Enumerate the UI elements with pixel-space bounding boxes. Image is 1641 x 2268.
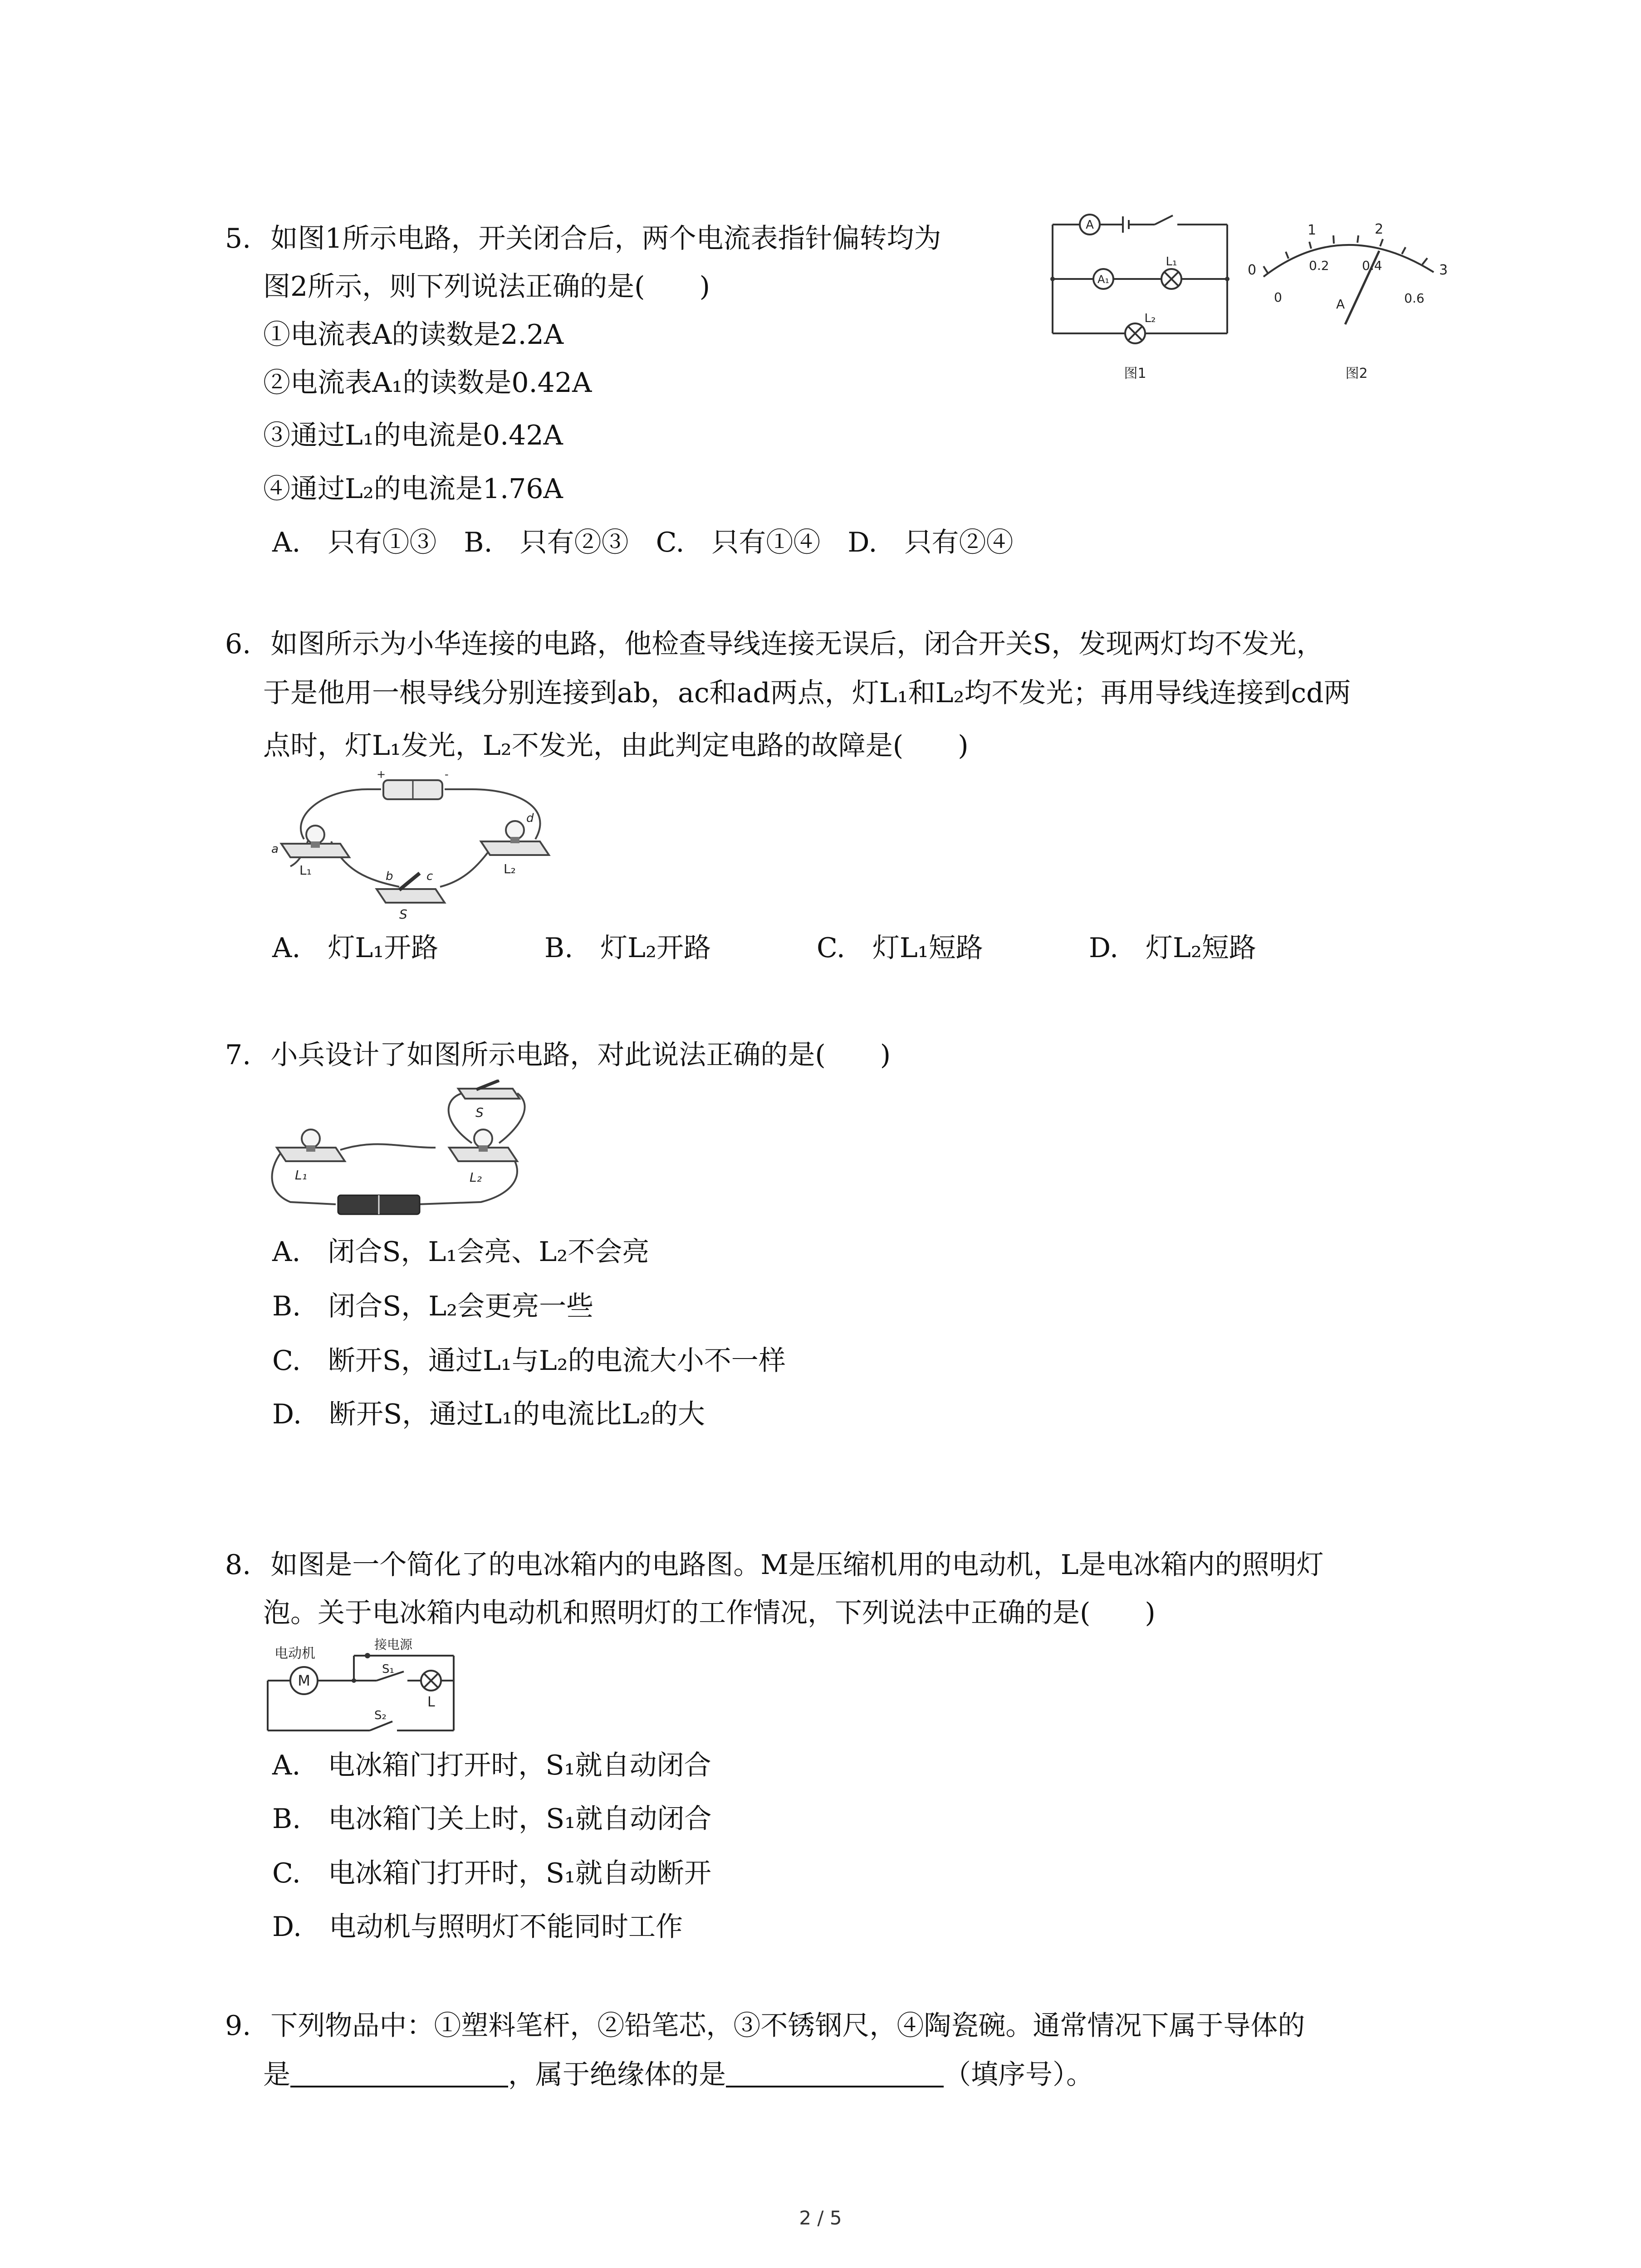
q9-stem-2b: ，属于绝缘体的是 — [508, 2059, 726, 2091]
q8-switch-s2-label: S₂ — [374, 1709, 387, 1722]
q8-fridge-circuit-figure — [263, 1637, 463, 1746]
fig2-bottom-tick-0: 0 — [1274, 290, 1282, 305]
fig2-needle-label: A — [1336, 297, 1345, 312]
q5-statement-3: ③通过L₁的电流是0.42A — [263, 420, 563, 451]
q5-options: A. 只有①③ B. 只有②③ C. 只有①④ D. 只有②④ — [272, 527, 1014, 558]
q8-option-b: B. 电冰箱门关上时，S₁就自动闭合 — [272, 1803, 712, 1835]
q9-stem-1: 下列物品中：①塑料笔杆，②铅笔芯，③不锈钢尺，④陶瓷碗。通常情况下属于导体的 — [270, 2010, 1305, 2042]
q6-number: 6. — [225, 628, 251, 660]
q6-stem-1: 如图所示为小华连接的电路，他检查导线连接无误后，闭合开关S，发现两灯均不发光， — [270, 628, 1324, 660]
q5-stem-2: 图2所示，则下列说法正确的是( ) — [263, 271, 710, 303]
q7-circuit-figure — [263, 1080, 535, 1229]
fig1-lamp-l1-label: L₁ — [1166, 255, 1177, 269]
q9-insulator-answer-blank[interactable] — [726, 2058, 944, 2087]
q8-stem-1: 如图是一个简化了的电冰箱内的电路图。M是压缩机用的电动机，L是电冰箱内的照明灯 — [270, 1549, 1324, 1581]
q8-stem-2: 泡。关于电冰箱内电动机和照明灯的工作情况，下列说法中正确的是( ) — [263, 1597, 1156, 1629]
q6-point-c: c — [426, 870, 433, 883]
q7-lamp-l1-label: L₁ — [295, 1168, 307, 1183]
q8-number: 8. — [225, 1549, 251, 1581]
fig1-ammeter-a-label: A — [1086, 218, 1094, 232]
q7-option-a: A. 闭合S，L₁会亮、L₂不会亮 — [272, 1236, 650, 1268]
fig2-bottom-tick-04: 0.4 — [1362, 258, 1382, 273]
q6-point-a: a — [271, 842, 279, 856]
fig2-caption: 图2 — [1345, 366, 1368, 381]
q8-option-d: D. 电动机与照明灯不能同时工作 — [272, 1911, 683, 1943]
q7-option-d: D. 断开S，通过L₁的电流比L₂的大 — [272, 1398, 705, 1430]
q7-option-c: C. 断开S，通过L₁与L₂的电流大小不一样 — [272, 1345, 786, 1377]
q6-point-b: b — [386, 870, 393, 883]
q9-line-1 — [225, 2004, 1305, 2043]
q8-option-a: A. 电冰箱门打开时，S₁就自动闭合 — [272, 1750, 711, 1781]
q5-stem-1: 如图1所示电路，开关闭合后，两个电流表指针偏转均为 — [270, 223, 941, 254]
fig1-lamp-l2-label: L₂ — [1144, 312, 1156, 325]
fig2-top-tick-1: 1 — [1308, 222, 1317, 238]
q5-statement-2: ②电流表A₁的读数是0.42A — [263, 367, 592, 399]
q6-stem-3: 点时，灯L₁发光，L₂不发光，由此判定电路的故障是( ) — [263, 730, 969, 762]
q8-option-c: C. 电冰箱门打开时，S₁就自动断开 — [272, 1857, 711, 1889]
q9-number: 9. — [225, 2010, 251, 2042]
q5-line-1 — [225, 217, 941, 256]
fig2-top-tick-2: 2 — [1375, 221, 1384, 237]
q6-line-1 — [225, 622, 1323, 661]
q7-stem: 小兵设计了如图所示电路，对此说法正确的是( ) — [270, 1039, 891, 1071]
q5-figure-1-circuit — [1048, 206, 1239, 383]
q6-option-d: D. 灯L₂短路 — [1089, 932, 1256, 964]
q8-lamp-l-label: L — [427, 1694, 435, 1710]
fig2-top-tick-3: 3 — [1439, 262, 1448, 278]
q5-statement-1: ①电流表A的读数是2.2A — [263, 319, 564, 351]
fig1-caption: 图1 — [1124, 366, 1146, 381]
q7-line-1 — [225, 1033, 891, 1072]
q9-conductor-answer-blank[interactable] — [290, 2058, 508, 2087]
q7-number: 7. — [225, 1039, 251, 1071]
q6-point-d: d — [526, 811, 534, 825]
q7-option-b: B. 闭合S，L₂会更亮一些 — [272, 1290, 594, 1322]
q8-motor-label: 电动机 — [274, 1646, 315, 1662]
q5-figure-2-meter — [1239, 206, 1456, 383]
q9-stem-2a: 是 — [263, 2059, 290, 2091]
q7-switch-s-label: S — [475, 1105, 484, 1120]
q6-lamp-l2-label: L₂ — [504, 861, 516, 876]
q6-option-c: C. 灯L₁短路 — [817, 932, 983, 964]
q9-line-2 — [263, 2053, 1093, 2092]
page-number: 2 / 5 — [799, 2207, 842, 2229]
q8-power-label: 接电源 — [374, 1637, 413, 1652]
q6-lamp-l1-label: L₁ — [299, 863, 312, 878]
q6-circuit-figure — [263, 771, 572, 921]
q6-switch-s-label: S — [399, 907, 407, 921]
q6-option-b: B. 灯L₂开路 — [544, 932, 711, 964]
q7-lamp-l2-label: L₂ — [470, 1170, 482, 1185]
q8-line-1 — [225, 1543, 1324, 1582]
q8-motor-m-label: M — [298, 1672, 310, 1689]
q6-battery-minus-label: - — [445, 771, 449, 781]
q6-option-a: A. 灯L₁开路 — [272, 932, 439, 964]
fig2-bottom-tick-02: 0.2 — [1309, 258, 1329, 273]
q8-switch-s1-label: S₁ — [382, 1662, 394, 1676]
q5-statement-4: ④通过L₂的电流是1.76A — [263, 473, 563, 505]
q6-battery-plus-label: + — [377, 771, 386, 781]
q5-number: 5. — [225, 223, 251, 254]
fig2-top-tick-0: 0 — [1248, 262, 1257, 278]
q9-stem-2c: （填序号）。 — [944, 2059, 1093, 2091]
q6-stem-2: 于是他用一根导线分别连接到ab，ac和ad两点，灯L₁和L₂均不发光；再用导线连接到cd两 — [263, 677, 1351, 709]
fig1-ammeter-a1-label: A₁ — [1097, 273, 1110, 286]
fig2-bottom-tick-06: 0.6 — [1404, 291, 1425, 306]
